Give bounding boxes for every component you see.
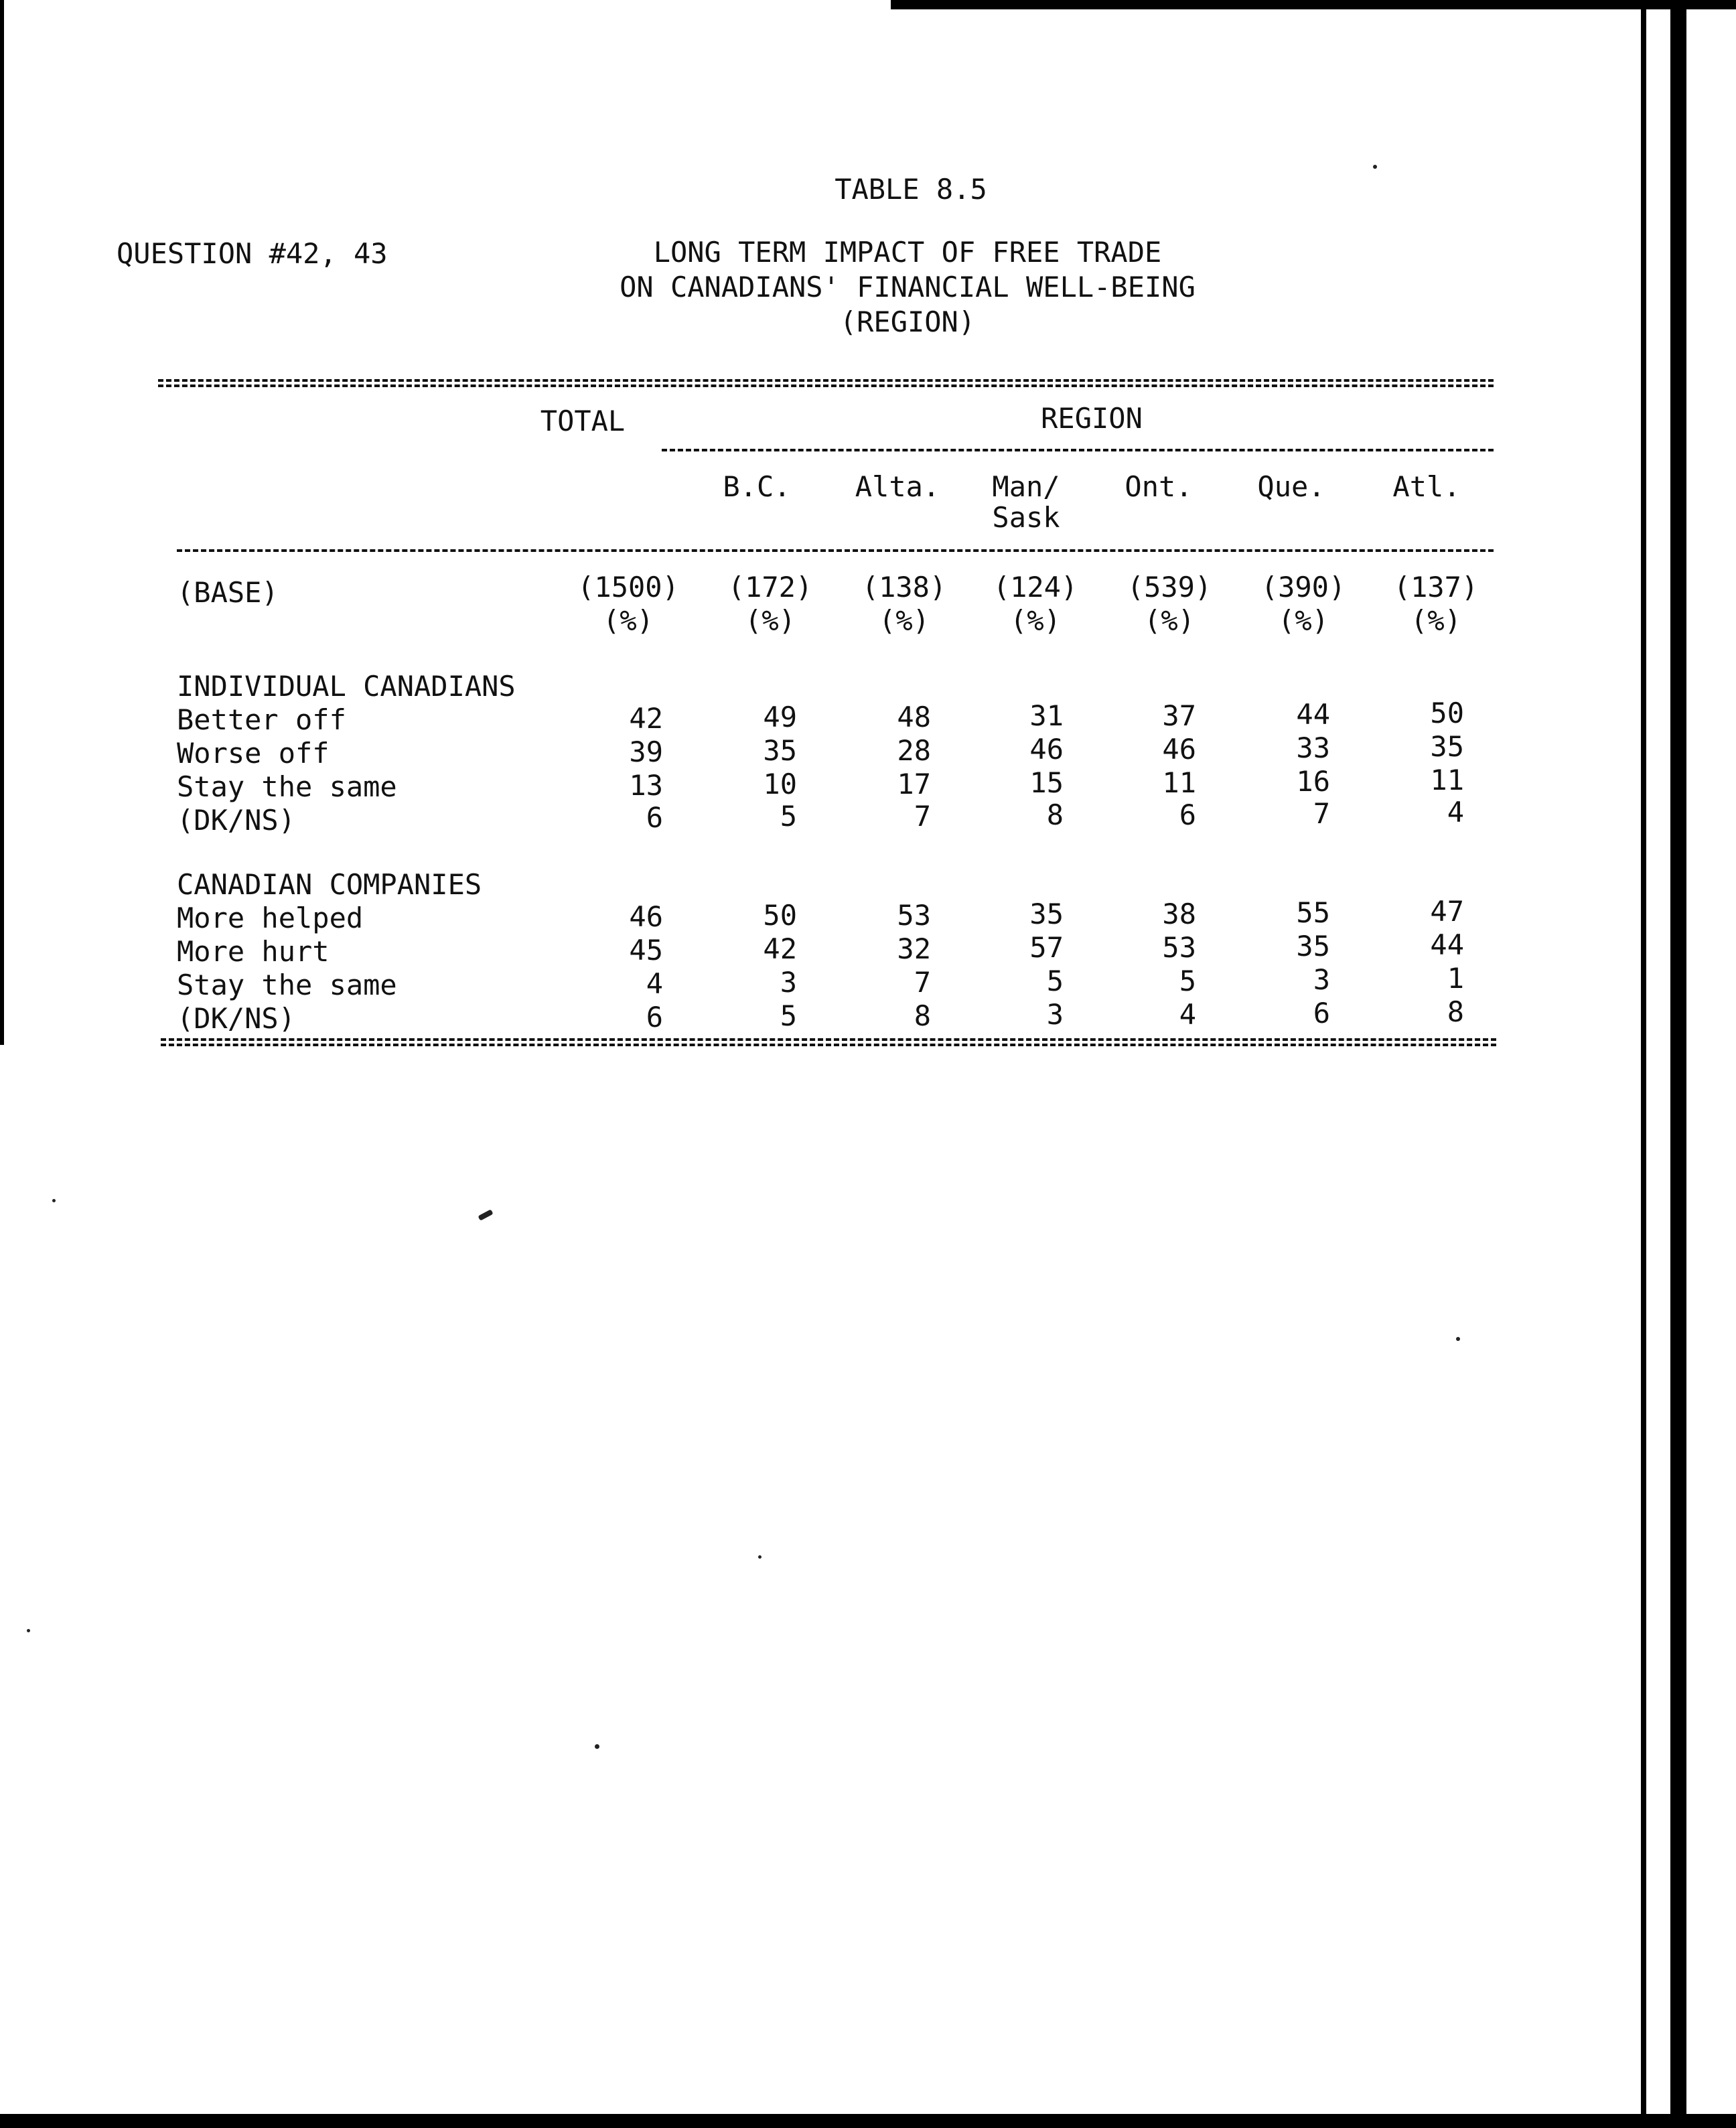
table-cell: 57 (1029, 931, 1064, 964)
column-header-alta: Alta. (855, 470, 940, 503)
table-cell: 7 (1313, 797, 1330, 830)
column-header-ont: Ont. (1125, 470, 1193, 503)
table-cell: 5 (780, 999, 797, 1032)
percent-unit-alta: (%) (879, 604, 930, 637)
base-total: (1500) (577, 571, 679, 604)
table-cell: 46 (1162, 733, 1196, 766)
table-cell: 3 (1046, 998, 1064, 1031)
percent-unit-total: (%) (603, 604, 654, 637)
scan-edge-bottom (0, 2114, 1736, 2128)
base-row-label: (BASE) (177, 576, 279, 609)
table-cell: 13 (629, 769, 663, 802)
table-cell: 35 (763, 734, 797, 767)
table-cell: 42 (763, 932, 797, 965)
table-cell: 5 (1179, 965, 1196, 997)
table-cell: 3 (1313, 963, 1330, 996)
scan-speck (52, 1199, 56, 1202)
region-underline (662, 449, 1494, 451)
table-cell: 4 (1179, 998, 1196, 1031)
table-cell: 50 (763, 899, 797, 932)
table-cell: 55 (1296, 896, 1330, 929)
table-cell: 8 (1046, 798, 1064, 831)
table-cell: 6 (646, 1001, 663, 1034)
table-cell: 44 (1296, 698, 1330, 731)
table-cell: 49 (763, 701, 797, 733)
column-header-atl: Atl. (1392, 470, 1461, 503)
scan-edge-right-inner (1641, 0, 1646, 2128)
table-title-line-2: ON CANADIANS' FINANCIAL WELL-BEING (620, 271, 1196, 303)
table-cell: 6 (1179, 798, 1196, 831)
table-cell: 38 (1162, 898, 1196, 930)
table-cell: 7 (914, 966, 931, 999)
base-bc: (172) (727, 571, 813, 604)
base-man-sask: (124) (993, 571, 1078, 604)
scan-speck (595, 1744, 599, 1749)
table-cell: 31 (1029, 699, 1064, 732)
section-heading-individual-canadians: INDIVIDUAL CANADIANS (177, 670, 516, 703)
column-header-man-sask: Man/ (992, 470, 1060, 503)
table-cell: 10 (763, 768, 797, 800)
column-header-bc: B.C. (723, 470, 791, 503)
table-cell: 35 (1296, 930, 1330, 963)
percent-unit-atl: (%) (1410, 604, 1461, 637)
table-cell: 4 (646, 967, 663, 1000)
row-label: (DK/NS) (177, 804, 296, 837)
table-cell: 45 (629, 934, 663, 967)
table-cell: 47 (1430, 895, 1464, 928)
table-cell: 48 (897, 701, 931, 733)
table-cell: 6 (1313, 997, 1330, 1030)
row-label: (DK/NS) (177, 1002, 296, 1035)
question-number: QUESTION #42, 43 (117, 237, 388, 270)
table-cell: 42 (629, 702, 663, 735)
table-cell: 46 (629, 900, 663, 933)
table-cell: 8 (914, 999, 931, 1032)
table-cell: 50 (1430, 697, 1464, 729)
column-header-man-sask-line-2: Sask (992, 501, 1060, 534)
table-cell: 17 (897, 768, 931, 800)
table-number: TABLE 8.5 (835, 173, 987, 206)
scan-edge-left (0, 0, 4, 1045)
percent-unit-ont: (%) (1144, 604, 1195, 637)
base-que: (390) (1260, 571, 1346, 604)
table-cell: 46 (1029, 733, 1064, 766)
table-title-line-3: (REGION) (839, 305, 976, 338)
percent-unit-que: (%) (1278, 604, 1329, 637)
table-cell: 8 (1447, 995, 1464, 1028)
table-cell: 32 (897, 932, 931, 965)
column-header-que: Que. (1257, 470, 1325, 503)
table-cell: 37 (1162, 699, 1196, 732)
table-cell: 15 (1029, 766, 1064, 799)
row-label: Better off (177, 703, 346, 736)
table-cell: 33 (1296, 731, 1330, 764)
base-alta: (138) (861, 571, 947, 604)
table-cell: 28 (897, 734, 931, 767)
table-cell: 1 (1447, 962, 1464, 995)
table-cell: 44 (1430, 928, 1464, 961)
row-label: Stay the same (177, 770, 397, 803)
header-separator (177, 549, 1494, 552)
table-cell: 35 (1029, 898, 1064, 930)
table-cell: 11 (1430, 764, 1464, 796)
base-ont: (539) (1127, 571, 1212, 604)
total-column-header: TOTAL (540, 405, 626, 437)
scan-speck (27, 1629, 30, 1632)
row-label: Worse off (177, 737, 330, 770)
scan-speck (478, 1209, 493, 1220)
section-heading-canadian-companies: CANADIAN COMPANIES (177, 868, 482, 901)
row-label: More hurt (177, 935, 330, 968)
table-cell: 5 (780, 800, 797, 833)
table-cell: 6 (646, 801, 663, 834)
table-cell: 11 (1162, 766, 1196, 799)
table-cell: 39 (629, 735, 663, 768)
percent-unit-bc: (%) (745, 604, 796, 637)
table-cell: 3 (780, 966, 797, 999)
top-double-rule (158, 379, 1494, 387)
row-label: Stay the same (177, 969, 397, 1001)
scan-edge-top (891, 0, 1736, 9)
table-cell: 53 (897, 899, 931, 932)
region-column-header: REGION (1041, 402, 1143, 435)
base-atl: (137) (1393, 571, 1479, 604)
bottom-double-rule (161, 1038, 1496, 1046)
table-cell: 7 (914, 800, 931, 833)
table-cell: 5 (1046, 965, 1064, 997)
scan-speck (1456, 1337, 1460, 1341)
table-cell: 53 (1162, 931, 1196, 964)
table-cell: 16 (1296, 765, 1330, 798)
scan-edge-right (1670, 0, 1686, 2128)
table-title-line-1: LONG TERM IMPACT OF FREE TRADE (653, 236, 1162, 269)
scan-speck (758, 1555, 762, 1559)
row-label: More helped (177, 902, 364, 934)
percent-unit-man-sask: (%) (1010, 604, 1061, 637)
table-cell: 4 (1447, 796, 1464, 829)
scan-speck (1373, 165, 1377, 169)
table-cell: 35 (1430, 730, 1464, 763)
